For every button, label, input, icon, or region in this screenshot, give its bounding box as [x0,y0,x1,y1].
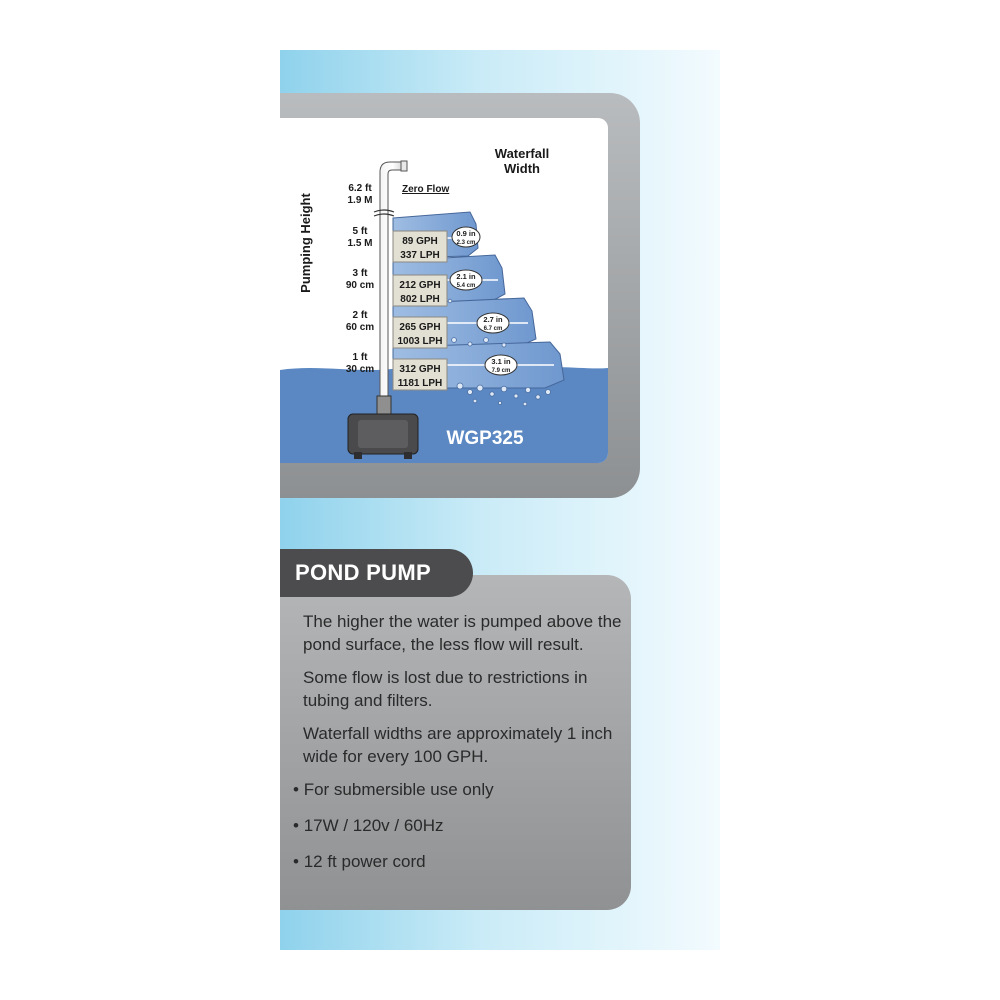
description-paragraph-1: The higher the water is pumped above the pond surface, the less flow will result. [303,612,622,654]
waterfall-width-label-line-1: Waterfall [494,146,550,161]
height-metric-5: 30 cm [345,364,375,375]
height-ft-1: 6.2 ft [348,183,372,194]
spec-bullet-2: • 17W / 120v / 60Hz [293,816,444,835]
spec-bullet-2-text: 17W / 120v / 60Hz [303,816,444,835]
width-in-4: 3.1 in [491,357,511,366]
height-metric-1: 1.9 M [347,195,373,206]
width-cm-4: 7.9 cm [491,368,511,374]
spec-bullet-3: • 12 ft power cord [293,852,426,871]
description-paragraph-3: Waterfall widths are approximately 1 inch wide for every 100 GPH. [303,724,613,766]
height-metric-3: 90 cm [345,280,375,291]
height-metric-4: 60 cm [345,322,375,333]
spec-bullet-3-text: 12 ft power cord [303,852,426,871]
width-cm-3: 6.7 cm [483,326,503,332]
flow-lph-3: 1003 LPH [397,336,443,347]
flow-gph-3: 265 GPH [399,322,441,333]
flow-lph-1: 337 LPH [400,250,440,261]
height-metric-2: 1.5 M [347,238,373,249]
height-ft-5: 1 ft [352,352,368,363]
flow-gph-2: 212 GPH [399,280,441,291]
height-ft-4: 2 ft [352,310,368,321]
flow-lph-2: 802 LPH [400,294,440,305]
width-in-3: 2.7 in [483,315,503,324]
section-title: POND PUMP [280,549,473,597]
flow-lph-4: 1181 LPH [397,378,443,389]
diagram-svg [280,118,608,463]
product-info-panel [280,50,720,950]
spec-bullet-1-text: For submersible use only [303,780,494,799]
height-ft-3: 3 ft [352,268,368,279]
waterfall-width-label-line-2: Width [504,161,540,176]
height-scale [346,183,374,375]
width-in-2: 2.1 in [456,272,476,281]
description-paragraph-2: Some flow is lost due to restrictions in tubing and filters. [303,668,588,710]
zero-flow-label: Zero Flow [402,184,450,195]
pump-icon [348,414,418,459]
width-in-1: 0.9 in [456,229,476,238]
model-name: WGP325 [446,428,524,449]
pumping-height-label: Pumping Height [298,193,313,293]
diagram-frame [280,93,640,498]
product-description-box [280,575,631,910]
width-cm-1: 2.3 cm [456,240,476,246]
width-cm-2: 5.4 cm [456,283,476,289]
pump-performance-diagram [280,118,608,463]
flow-gph-4: 312 GPH [399,364,441,375]
product-description [293,610,623,886]
height-ft-2: 5 ft [352,226,368,237]
spec-bullet-1: • For submersible use only [293,780,494,799]
flow-gph-1: 89 GPH [402,236,438,247]
